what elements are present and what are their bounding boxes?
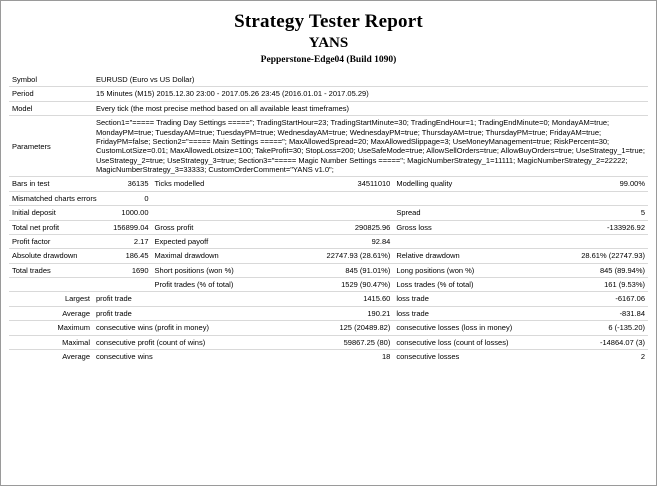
max-consecutive-losses-label: consecutive losses (loss in money) (396, 323, 513, 333)
maximal-consecutive-loss-value: -14864.07 (3) (599, 337, 645, 347)
table-row-profit-trades (9, 278, 648, 292)
average-profit-trade-label: profit trade (96, 308, 132, 318)
spread-value: 5 (640, 208, 645, 218)
avg-consecutive-wins-value: 18 (382, 351, 391, 361)
average-loss-trade-label: loss trade (396, 308, 429, 318)
table-row-total-trades (9, 263, 648, 277)
table-row-largest (9, 292, 648, 306)
largest-loss-trade-value: -6167.06 (615, 294, 645, 304)
spread-label: Spread (396, 208, 421, 218)
total-net-profit-label: Total net profit (12, 222, 60, 232)
symbol-value: EURUSD (Euro vs US Dollar) (96, 75, 195, 84)
largest-label: Largest (64, 294, 90, 304)
table-row-mismatched (9, 191, 648, 205)
avg-consecutive-wins-label: consecutive wins (96, 351, 153, 361)
maximal-consecutive-profit-label: consecutive profit (count of wins) (96, 337, 206, 347)
relative-drawdown-label: Relative drawdown (396, 251, 460, 261)
absolute-drawdown-label: Absolute drawdown (12, 251, 78, 261)
absolute-drawdown-value: 186.45 (125, 251, 149, 261)
table-row-period (9, 87, 648, 101)
parameters-value: Section1="===== Trading Day Settings ====="; TradingStartHour=23; TradingStartMinute=30; TradingEndHour=1; TradingEndMinute=0; MondayAM=true; MondayPM=true; TuesdayAM=true; TuesdayPM=true; WednesdayAM=true; WednesdayPM=true; ThursdayAM=true; ThursdayPM=true; FridayAM=true; FridayPM=false; Section2="===== Main Settings ====="; MaxAllowedSpread=20; MaxAllowedSlippage=3; UseMoneyManagement=true; RiskPercent=30; CustomLotSize=0.01; MaxAllowedLotsize=100; TakeProfit=30; StopLoss=200; UseSafeMode=true; AllowSellOrders=true; AllowBuyOrders=true; UseStrategy_1=true; UseStrategy_2=true; UseStrategy_3=true; Section3="===== Magic Number Settings ====="; MagicNumberStrategy_1=11111; MagicNumberStrategy_2=22222; MagicNumberStrategy_3=33333; CustomOrderComment="YANS v1.0"; (96, 118, 645, 174)
maximal-drawdown-value: 22747.93 (28.61%) (326, 251, 391, 261)
average-loss-trade-value: -831.84 (619, 308, 645, 318)
table-row-symbol (9, 73, 648, 87)
table-row-parameters (9, 116, 648, 177)
largest-profit-trade-value: 1415.60 (363, 294, 391, 304)
modelling-quality-label: Modelling quality (396, 179, 453, 189)
profit-factor-label: Profit factor (12, 236, 51, 246)
average2-label: Average (62, 351, 90, 361)
largest-loss-trade-label: loss trade (396, 294, 429, 304)
gross-profit-label: Gross profit (154, 222, 194, 232)
maximal-label: Maximal (62, 337, 90, 347)
largest-profit-trade-label: profit trade (96, 294, 132, 304)
report-subtitle: YANS (308, 35, 349, 51)
initial-deposit-label: Initial deposit (12, 208, 56, 218)
table-row-initial-deposit (9, 206, 648, 220)
long-positions-label: Long positions (won %) (396, 265, 475, 275)
bars-in-test-label: Bars in test (12, 179, 50, 189)
loss-trades-value: 161 (9.53%) (604, 280, 645, 289)
avg-consecutive-losses-value: 2 (640, 351, 645, 361)
ticks-modelled-value: 34511010 (357, 179, 391, 189)
average-label: Average (62, 308, 90, 318)
total-trades-label: Total trades (12, 265, 51, 275)
model-value: Every tick (the most precise method based on all available least timeframes) (96, 103, 350, 113)
bars-in-test-value: 36135 (127, 179, 149, 189)
average-profit-trade-value: 190.21 (367, 308, 391, 318)
modelling-quality-value: 99.00% (619, 179, 645, 189)
gross-loss-label: Gross loss (396, 222, 432, 232)
info-table (9, 73, 648, 363)
parameters-label: Parameters (12, 141, 51, 151)
period-label: Period (12, 89, 34, 99)
max-consecutive-wins-label: consecutive wins (profit in money) (96, 323, 209, 333)
table-row-average-consecutive (9, 349, 648, 363)
mismatched-value: 0 (144, 193, 149, 203)
total-trades-value: 1690 (131, 265, 149, 275)
mismatched-label: Mismatched charts errors (12, 193, 97, 203)
long-positions-value: 845 (89.94%) (599, 265, 645, 275)
expected-payoff-value: 92.84 (371, 236, 391, 246)
table-row-total-net-profit (9, 220, 648, 234)
page-title: Strategy Tester Report (234, 11, 423, 32)
avg-consecutive-losses-label: consecutive losses (396, 351, 460, 361)
table-row-absolute-drawdown (9, 249, 648, 263)
table-row-average (9, 306, 648, 320)
maximal-consecutive-profit-value: 59867.25 (80) (343, 337, 391, 347)
table-row-maximal (9, 335, 648, 349)
ticks-modelled-label: Ticks modelled (154, 179, 205, 189)
table-row-model (9, 101, 648, 115)
short-positions-label: Short positions (won %) (154, 265, 234, 275)
relative-drawdown-value: 28.61% (22747.93) (581, 251, 645, 261)
profit-trades-label: Profit trades (% of total) (154, 280, 234, 289)
model-label: Model (12, 103, 33, 113)
maximal-consecutive-loss-label: consecutive loss (count of losses) (396, 337, 509, 347)
initial-deposit-value: 1000.00 (121, 208, 149, 218)
period-value: 15 Minutes (M15) 2015.12.30 23:00 - 2017.05.26 23:45 (2016.01.01 - 2017.05.29) (96, 89, 369, 99)
short-positions-value: 845 (91.01%) (345, 265, 391, 275)
profit-factor-value: 2.17 (133, 236, 149, 246)
max-consecutive-losses-value: 6 (-135.20) (608, 323, 645, 333)
table-row-maximum (9, 321, 648, 335)
maximal-drawdown-label: Maximal drawdown (154, 251, 219, 261)
expected-payoff-label: Expected payoff (154, 236, 209, 246)
table-row-bars-in-test (9, 177, 648, 191)
symbol-label: Symbol (12, 75, 38, 84)
max-consecutive-wins-value: 125 (20489.82) (339, 323, 391, 333)
maximum-label: Maximum (57, 323, 90, 333)
loss-trades-label: Loss trades (% of total) (396, 280, 474, 289)
gross-profit-value: 290825.96 (354, 222, 391, 232)
table-row-profit-factor (9, 234, 648, 248)
total-net-profit-value: 156899.04 (113, 222, 149, 232)
gross-loss-value: -133926.92 (607, 222, 645, 232)
profit-trades-value: 1529 (90.47%) (341, 280, 391, 289)
broker-build: Pepperstone-Edge04 (Build 1090) (260, 55, 397, 65)
